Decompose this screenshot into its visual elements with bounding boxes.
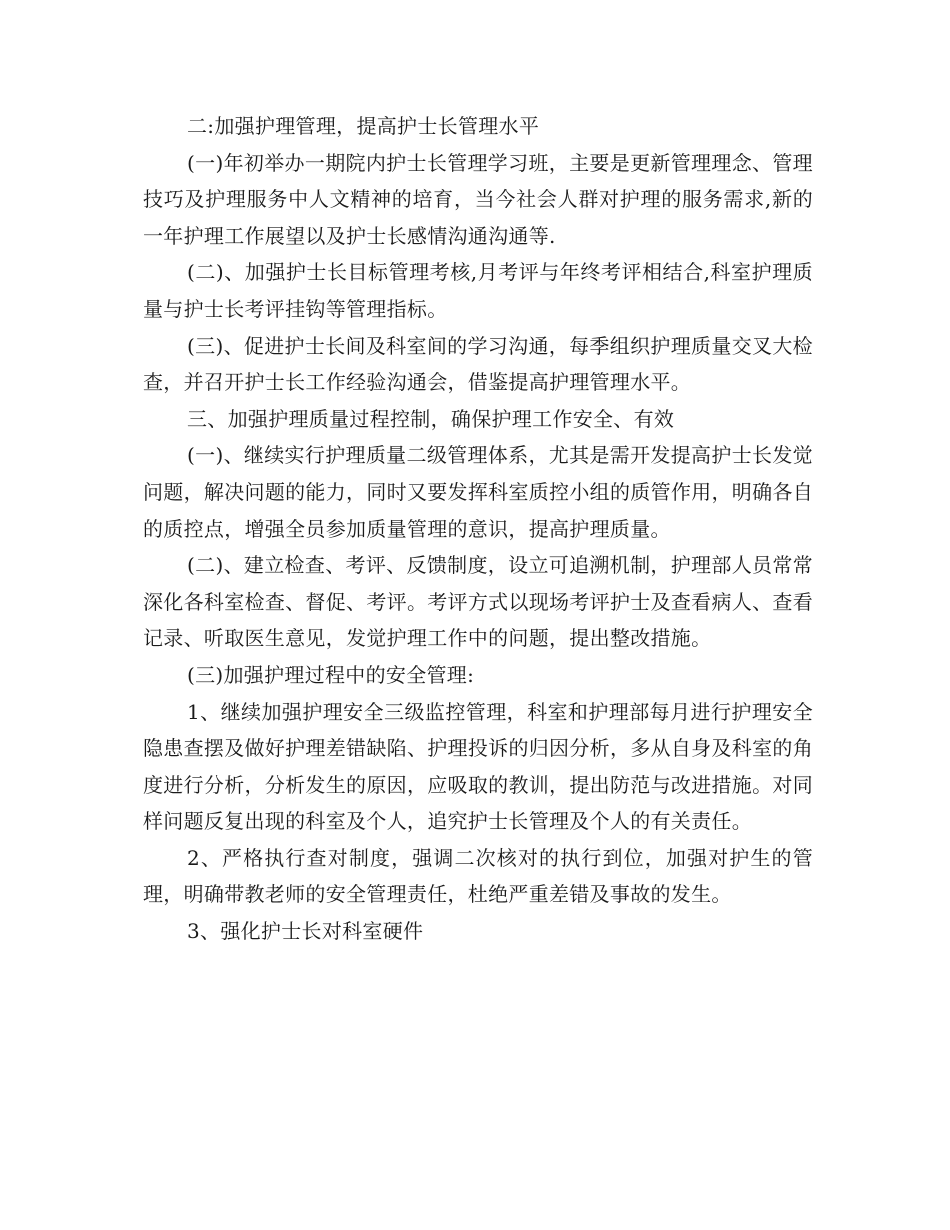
paragraph-item-3: 3、强化护士长对科室硬件 <box>187 919 424 944</box>
paragraph-heading-3: 三、加强护理质量过程控制，确保护理工作安全、有效 <box>187 406 675 431</box>
document-body <box>143 108 813 950</box>
paragraph-item-1: 1、继续加强护理安全三级监控管理，科室和护理部每月进行护理安全隐患查摆及做好护理差错缺陷、护理投诉的归因分析，多从自身及科室的角度进行分析，分析发生的原因，应吸取的教训，提出防范与改进措施。对同样问题反复出现的科室及个人，追究护士长管理及个人的有关责任。 <box>143 699 813 834</box>
paragraph-3-1: (一)、继续实行护理质量二级管理体系，尤其是需开发提高护士长发觉问题，解决问题的能力，同时又要发挥科室质控小组的质管作用，明确各自的质控点，增强全员参加质量管理的意识，提高护理质量。 <box>143 443 813 541</box>
paragraph-3-2: (二)、建立检查、考评、反馈制度，设立可追溯机制，护理部人员常常深化各科室检查、督促、考评。考评方式以现场考评护士及查看病人、查看记录、听取医生意见，发觉护理工作中的问题，提出整改措施。 <box>143 553 813 651</box>
paragraph-heading-2: 二:加强护理管理，提高护士长管理水平 <box>187 114 540 138</box>
paragraph-item-2: 2、严格执行查对制度，强调二次核对的执行到位，加强对护生的管理，明确带教老师的安全管理责任，杜绝严重差错及事故的发生。 <box>143 845 813 907</box>
paragraph-2-1: (一)年初举办一期院内护士长管理学习班，主要是更新管理理念、管理技巧及护理服务中人文精神的培育，当今社会人群对护理的服务需求,新的一年护理工作展望以及护士长感情沟通沟通等. <box>143 150 813 248</box>
paragraph-2-2: (二)、加强护士长目标管理考核,月考评与年终考评相结合,科室护理质量与护士长考评挂钩等管理指标。 <box>143 260 813 321</box>
paragraph-2-3: (三)、促进护士长间及科室间的学习沟通，每季组织护理质量交叉大检查，并召开护士长工作经验沟通会，借鉴提高护理管理水平。 <box>143 333 813 395</box>
paragraph-3-3: (三)加强护理过程中的安全管理: <box>187 662 475 687</box>
